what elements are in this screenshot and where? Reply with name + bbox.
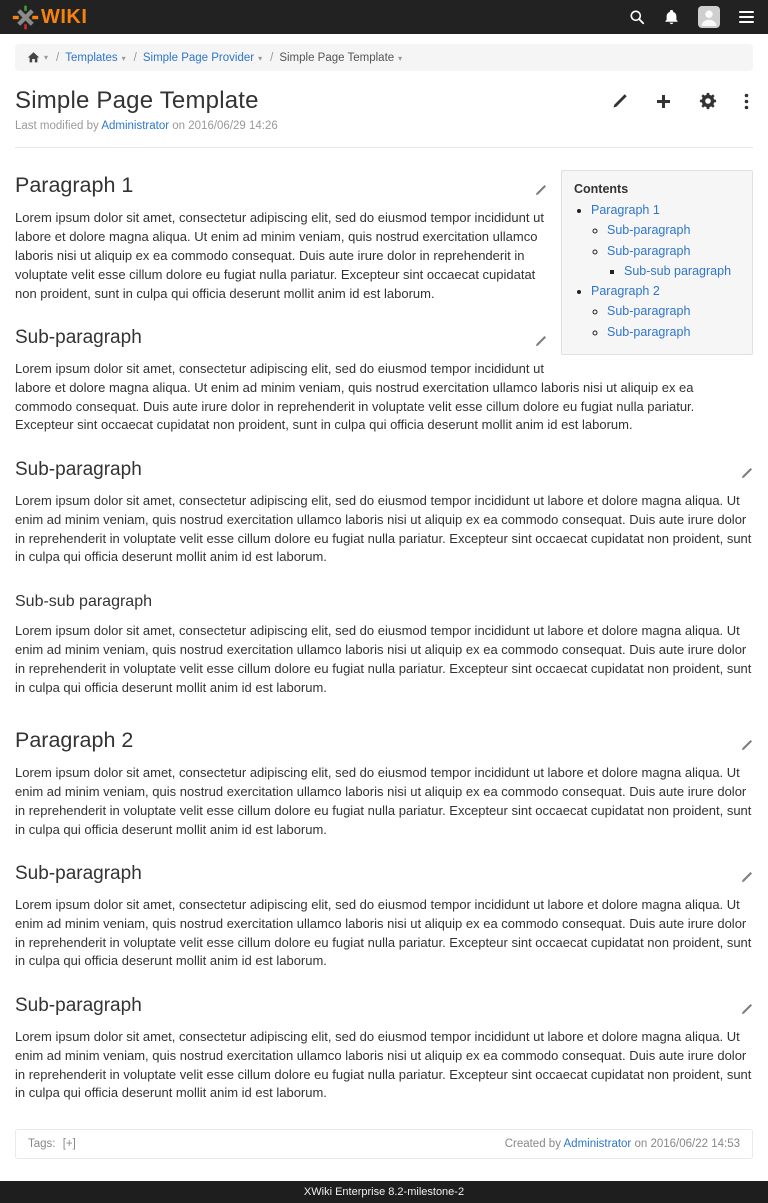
chevron-down-icon: ▾ bbox=[44, 53, 49, 62]
toc-item bbox=[591, 281, 742, 301]
toc-title: Contents bbox=[574, 182, 629, 196]
modified-by-user-link[interactable]: Administrator bbox=[101, 120, 170, 132]
section-edit-pencil-icon[interactable] bbox=[534, 329, 547, 357]
section-paragraph: Lorem ipsum dolor sit amet, consectetur adipiscing elit, sed do eiusmod tempor incididunt ut labore et dolore magna aliqua. Ut enim ad minim veniam, quis nostrud exercitation ullamco laboris nisi ut aliquip ex ea commodo consequat. Duis aute irure dolor in reprehenderit in voluptate velit esse cillum dolore eu fugiat nulla pariatur. Excepteur sint occaecat cupidatat non proident, sunt in culpa qui officia deserunt mollit anim id est laborum. bbox=[15, 1028, 752, 1101]
xwiki-logo-text: WIKI bbox=[41, 6, 88, 28]
section-edit-pencil-icon[interactable] bbox=[740, 730, 753, 761]
page-title: Simple Page Template bbox=[15, 87, 259, 114]
add-tag-button[interactable]: [+] bbox=[62, 1138, 76, 1151]
tags-area bbox=[28, 1138, 76, 1150]
toc-item bbox=[607, 241, 742, 261]
toc-item bbox=[624, 261, 742, 281]
toc-item bbox=[591, 200, 742, 220]
settings-gear-icon[interactable] bbox=[699, 92, 717, 110]
search-icon[interactable] bbox=[629, 9, 645, 25]
xwiki-logo[interactable] bbox=[12, 4, 87, 31]
chevron-down-icon: ▾ bbox=[398, 53, 403, 63]
created-by-user-link[interactable]: Administrator bbox=[563, 1138, 632, 1151]
section-heading: Paragraph 2 bbox=[15, 725, 753, 756]
home-icon bbox=[27, 51, 40, 64]
document-actions bbox=[611, 92, 753, 110]
section-heading: Sub-paragraph bbox=[15, 324, 753, 352]
section-paragraph: Lorem ipsum dolor sit amet, consectetur adipiscing elit, sed do eiusmod tempor incididunt ut labore et dolore magna aliqua. Ut enim ad minim veniam, quis nostrud exercitation ullamco laboris nisi ut aliquip ex ea commodo consequat. Duis aute irure dolor in reprehenderit in voluptate velit esse cillum dolore eu fugiat nulla pariatur. Excepteur sint occaecat cupidatat non proident, sunt in culpa qui officia deserunt mollit anim id est laborum. bbox=[15, 896, 752, 969]
tags-label: Tags: bbox=[28, 1138, 56, 1151]
navbar-icons bbox=[629, 6, 754, 28]
created-suffix: on 2016/06/22 14:53 bbox=[634, 1138, 740, 1151]
created-line bbox=[505, 1138, 740, 1150]
bell-icon[interactable] bbox=[664, 9, 679, 25]
toc-item bbox=[607, 301, 742, 321]
toc-item bbox=[607, 322, 742, 342]
section-heading: Sub-paragraph bbox=[15, 860, 753, 888]
version-text: XWiki Enterprise 8.2-milestone-2 bbox=[303, 1186, 465, 1199]
section-paragraph: Lorem ipsum dolor sit amet, consectetur adipiscing elit, sed do eiusmod tempor incididunt ut labore et dolore magna aliqua. Ut enim ad minim veniam, quis nostrud exercitation ullamco laboris nisi ut aliquip ex ea commodo consequat. Duis aute irure dolor in reprehenderit in voluptate velit esse cillum dolore eu fugiat nulla pariatur. Excepteur sint occaecat cupidatat non proident, sunt in culpa qui officia deserunt mollit anim id est laborum. bbox=[15, 210, 544, 301]
breadcrumb bbox=[15, 44, 753, 71]
section-edit-pencil-icon[interactable] bbox=[534, 175, 547, 206]
toc-link[interactable]: Sub-paragraph bbox=[607, 304, 691, 319]
document-footer bbox=[15, 1129, 753, 1159]
top-navbar bbox=[0, 0, 768, 34]
document-header bbox=[15, 87, 753, 115]
toc-link[interactable]: Sub-paragraph bbox=[607, 243, 691, 258]
breadcrumb-separator: / bbox=[56, 51, 60, 64]
section-edit-pencil-icon[interactable] bbox=[740, 997, 753, 1025]
main-container bbox=[0, 44, 768, 1159]
section-paragraph: Lorem ipsum dolor sit amet, consectetur adipiscing elit, sed do eiusmod tempor incididunt ut labore et dolore magna aliqua. Ut enim ad minim veniam, quis nostrud exercitation ullamco laboris nisi ut aliquip ex ea commodo consequat. Duis aute irure dolor in reprehenderit in voluptate velit esse cillum dolore eu fugiat nulla pariatur. Excepteur sint occaecat cupidatat non proident, sunt in culpa qui officia deserunt mollit anim id est laborum. bbox=[15, 764, 752, 837]
toc-link[interactable]: Paragraph 2 bbox=[591, 284, 660, 299]
section-heading: Sub-paragraph bbox=[15, 992, 753, 1020]
modified-prefix: Last modified by bbox=[15, 120, 99, 132]
drawer-menu-icon[interactable] bbox=[739, 11, 754, 23]
breadcrumb-item-simple-page-provider[interactable]: Simple Page Provider bbox=[142, 51, 255, 64]
section-edit-pencil-icon[interactable] bbox=[740, 865, 753, 893]
created-prefix: Created by bbox=[504, 1138, 561, 1151]
breadcrumb-home[interactable] bbox=[27, 51, 50, 64]
edit-pencil-icon[interactable] bbox=[611, 93, 628, 110]
xwiki-logo-asterisk-icon bbox=[12, 4, 39, 31]
section-paragraph: Lorem ipsum dolor sit amet, consectetur adipiscing elit, sed do eiusmod tempor incididunt ut labore et dolore magna aliqua. Ut enim ad minim veniam, quis nostrud exercitation ullamco laboris nisi ut aliquip ex ea commodo consequat. Duis aute irure dolor in reprehenderit in voluptate velit esse cillum dolore eu fugiat nulla pariatur. Excepteur sint occaecat cupidatat non proident, sunt in culpa qui officia deserunt mollit anim id est laborum. bbox=[15, 360, 695, 433]
header-divider bbox=[15, 147, 753, 148]
toc-link[interactable]: Sub-paragraph bbox=[607, 223, 691, 238]
chevron-down-icon: ▾ bbox=[121, 53, 126, 63]
table-of-contents bbox=[561, 170, 753, 355]
breadcrumb-item-current[interactable]: Simple Page Template bbox=[279, 51, 395, 64]
breadcrumb-item-templates[interactable]: Templates bbox=[65, 51, 118, 64]
version-bar bbox=[0, 1181, 768, 1203]
last-modified-line bbox=[15, 120, 753, 132]
toc-link[interactable]: Sub-sub paragraph bbox=[624, 263, 732, 278]
section-edit-pencil-icon[interactable] bbox=[740, 461, 753, 489]
breadcrumb-separator: / bbox=[270, 51, 274, 64]
section-heading: Paragraph 1 bbox=[15, 170, 753, 201]
section-paragraph: Lorem ipsum dolor sit amet, consectetur adipiscing elit, sed do eiusmod tempor incididunt ut labore et dolore magna aliqua. Ut enim ad minim veniam, quis nostrud exercitation ullamco laboris nisi ut aliquip ex ea commodo consequat. Duis aute irure dolor in reprehenderit in voluptate velit esse cillum dolore eu fugiat nulla pariatur. Excepteur sint occaecat cupidatat non proident, sunt in culpa qui officia deserunt mollit anim id est laborum. bbox=[15, 623, 752, 695]
section-heading: Sub-sub paragraph bbox=[15, 593, 152, 611]
create-plus-icon[interactable] bbox=[655, 93, 672, 110]
toc-item bbox=[607, 220, 742, 240]
section-paragraph: Lorem ipsum dolor sit amet, consectetur adipiscing elit, sed do eiusmod tempor incididunt ut labore et dolore magna aliqua. Ut enim ad minim veniam, quis nostrud exercitation ullamco laboris nisi ut aliquip ex ea commodo consequat. Duis aute irure dolor in reprehenderit in voluptate velit esse cillum dolore eu fugiat nulla pariatur. Excepteur sint occaecat cupidatat non proident, sunt in culpa qui officia deserunt mollit anim id est laborum. bbox=[15, 492, 752, 565]
toc-link[interactable]: Sub-paragraph bbox=[607, 324, 691, 339]
user-avatar[interactable] bbox=[698, 6, 720, 28]
chevron-down-icon: ▾ bbox=[258, 53, 263, 63]
more-kebab-icon[interactable] bbox=[744, 93, 749, 110]
breadcrumb-separator: / bbox=[133, 51, 137, 64]
document-content bbox=[15, 170, 753, 1103]
toc-link[interactable]: Paragraph 1 bbox=[591, 203, 660, 218]
section-heading: Sub-paragraph bbox=[15, 456, 753, 484]
modified-suffix: on 2016/06/29 14:26 bbox=[172, 120, 278, 132]
